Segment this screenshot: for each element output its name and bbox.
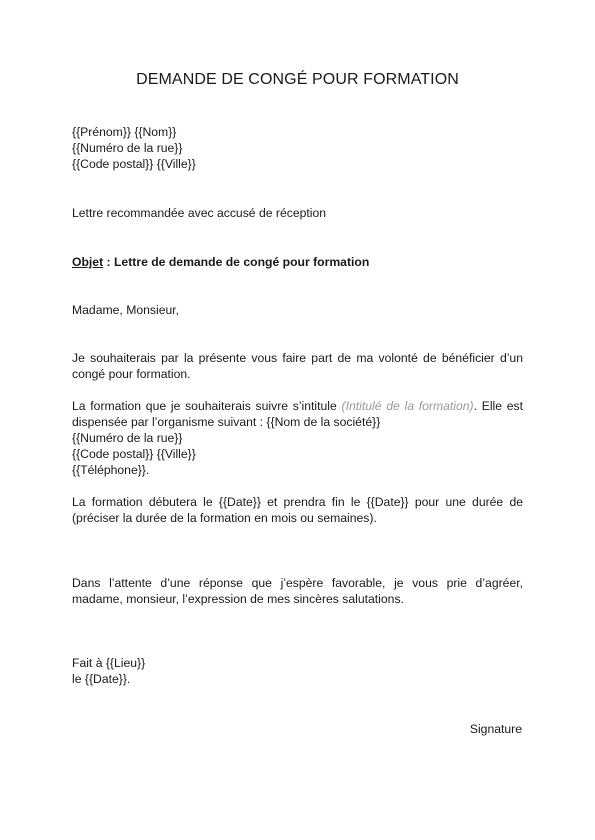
subject-line [72, 254, 523, 270]
training-title-placeholder: (Intitulé de la formation) [341, 399, 474, 413]
paragraph-closing: Dans l’attente d’une réponse que j’espère favorable, je vous prie d’agréer, madame, monsieur, l’expression de mes sincères salutations. [72, 576, 523, 607]
signature-label: Signature [469, 722, 522, 736]
delivery-note: Lettre recommandée avec accusé de réception [72, 206, 327, 220]
sender-name: {{Prénom}} {{Nom}} [72, 125, 177, 139]
training-part1: La formation que je souhaiterais suivre s’intitule [72, 399, 342, 413]
training-sentence [72, 398, 523, 430]
organisation-street: {{Numéro de la rue}} [72, 431, 183, 446]
paragraph-training [72, 398, 523, 478]
document-title: DEMANDE DE CONGÉ POUR FORMATION [136, 71, 459, 88]
paragraph-dates: La formation débutera le {{Date}} et prendra fin le {{Date}} pour une durée de (préciser la durée de la formation en mois ou semaines). [72, 495, 523, 526]
sender-street: {{Numéro de la rue}} [72, 141, 183, 156]
salutation: Madame, Monsieur, [72, 303, 180, 317]
paragraph-intro: Je souhaiterais par la présente vous faire part de ma volonté de bénéficier d’un congé pour formation. [72, 351, 523, 382]
subject-label: Objet [72, 255, 104, 269]
sender-city: {{Code postal}} {{Ville}} [72, 157, 196, 172]
date-line: le {{Date}}. [72, 672, 131, 687]
organisation-phone: {{Téléphone}}. [72, 463, 150, 478]
place-line: Fait à {{Lieu}} [72, 656, 146, 670]
sender-address [72, 124, 523, 172]
subject-text: : Lettre de demande de congé pour formation [103, 255, 370, 269]
place-date [72, 655, 523, 687]
organisation-city: {{Code postal}} {{Ville}} [72, 447, 196, 462]
training-part2: . Elle est dispensée par l’organisme suivant : {{Nom de la société}} [72, 399, 524, 430]
